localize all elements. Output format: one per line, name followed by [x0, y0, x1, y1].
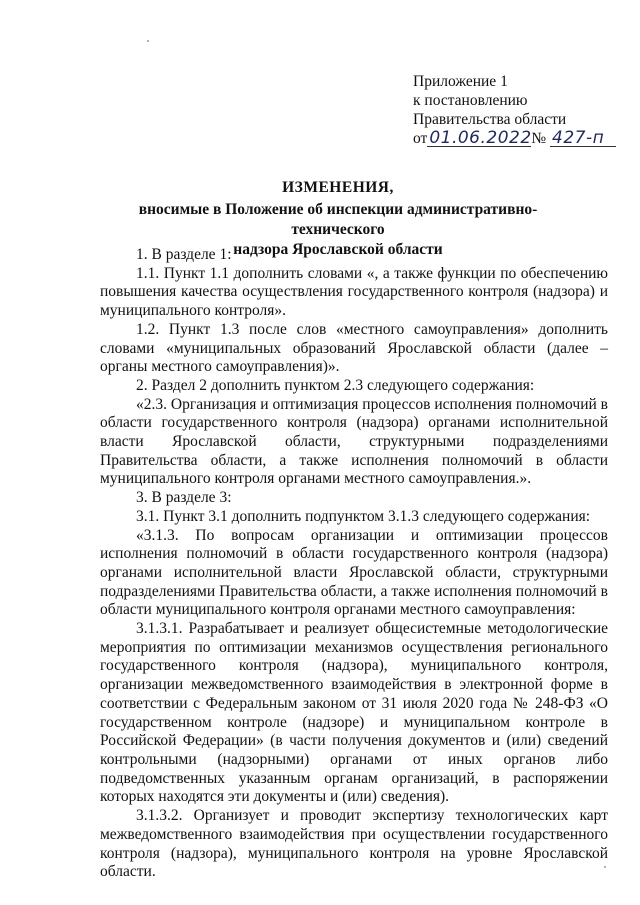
handwritten-date: 01.06.2022: [429, 128, 532, 148]
paragraph: 1. В разделе 1:: [136, 246, 232, 263]
appendix-date-number: [413, 129, 623, 148]
paragraph: 3.1. Пункт 3.1 дополнить подпунктом 3.1.3 следующего содержания:: [136, 507, 591, 525]
paragraph: 1.1. Пункт 1.1 дополнить словами «, а также функции по обеспечению повышения качества осуществления государственного контроля (надзора) и муниципального контроля».: [100, 264, 608, 320]
paragraph: 2. Раздел 2 дополнить пунктом 2.3 следующего содержания:: [136, 376, 535, 394]
paragraph: «3.1.3. По вопросам организации и оптимизации процессов исполнения полномочий в области государственного контроля (надзора) органами исполнительной власти Ярославской области, структурными подразделениями Правительства области, а также исполнения полномочий в области муниципального контроля органами местного самоуправления:: [100, 526, 608, 619]
document-body: [100, 246, 608, 882]
handwritten-number: 427-п: [550, 130, 616, 147]
appendix-line-3: Правительства области: [413, 111, 567, 128]
paragraph: 3.1.3.1. Разрабатывает и реализует общесистемные методологические мероприятия по оптимизации механизмов осуществления регионального государственного контроля (надзора), муниципального контроля, организации межведомственного взаимодействия в электронной форме в соответствии с Федеральным законом от 31 июля 2020 года № 248-ФЗ «О государственном контроле (надзоре) и муниципальном контроле в Российской Федерации» (в части получения документов и (или) сведений контрольными (надзорными) органами от иных органов либо подведомственных указанным органам организаций, в распоряжении которых находятся эти документы и (или) сведения).: [100, 620, 608, 806]
title-main: ИЗМЕНЕНИЯ,: [282, 179, 394, 196]
paragraph: «2.3. Организация и оптимизация процессов исполнения полномочий в области государственного контроля (надзора) органами исполнительной власти Ярославской области, структурными подразделениями Правительства области, а также исполнения полномочий в области муниципального контроля органами местного самоуправления.».: [100, 395, 608, 488]
appendix-line-2: к постановлению: [413, 92, 528, 109]
scan-speck: [147, 40, 149, 42]
appendix-header: [413, 72, 623, 148]
paragraph: 1.2. Пункт 1.3 после слов «местного самоуправления» дополнить словами «муниципальных образований Ярославской области (далее – органы местного самоуправления)».: [100, 320, 608, 376]
title-subtitle-line-1: вносимые в Положение об инспекции административно-технического: [138, 201, 538, 238]
paragraph: 3.1.3.2. Организует и проводит экспертизу технологических карт межведомственного взаимодействия при осуществлении государственного контроля (надзора), муниципального контроля на уровне Ярославской области.: [100, 807, 608, 881]
number-prefix: №: [531, 130, 547, 147]
from-prefix: от: [413, 130, 428, 147]
appendix-line-1: Приложение 1: [413, 73, 508, 90]
title-subtitle-line-2: надзора Ярославской области: [233, 241, 443, 258]
paragraph: 3. В разделе 3:: [136, 489, 232, 507]
